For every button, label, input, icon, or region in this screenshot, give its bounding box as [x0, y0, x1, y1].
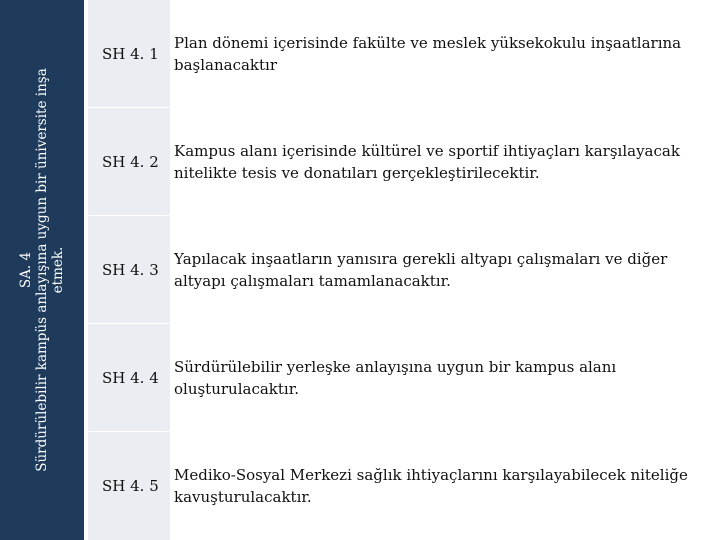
target-code: SH 4. 2: [102, 152, 159, 171]
target-description: Kampus alanı içerisinde kültürel ve sportif ihtiyaçları karşılayacak nitelikte tesis ve donatıları gerçekleştirilecektir.: [174, 141, 680, 182]
target-code: SH 4. 3: [102, 260, 159, 279]
target-description: Mediko-Sosyal Merkezi sağlık ihtiyaçlarını karşılayabilecek niteliğe kavuşturulacaktır.: [174, 466, 688, 506]
target-code: SH 4. 1: [102, 44, 159, 63]
target-code: SH 4. 4: [102, 368, 159, 387]
table-row: [88, 108, 720, 215]
target-description: Yapılacak inşaatların yanısıra gerekli altyapı çalışmaları ve diğer altyapı çalışmaları tamamlanacaktır.: [174, 249, 668, 290]
table-row: [88, 0, 720, 107]
goal-panel: [0, 0, 84, 540]
goal-code: SA. 4: [18, 251, 34, 289]
goal-heading: [18, 10, 66, 530]
goal-title-line2: etmek.: [50, 246, 66, 294]
target-description: Plan dönemi içerisinde fakülte ve meslek yüksekokulu inşaatlarına başlanacaktır: [174, 33, 682, 74]
target-code: SH 4. 5: [102, 477, 159, 495]
table-row: [88, 324, 720, 431]
table-row: [88, 216, 720, 323]
target-description: Sürdürülebilir yerleşke anlayışına uygun bir kampus alanı oluşturulacaktır.: [174, 357, 617, 398]
goal-title-line1: Sürdürülebilir kampüs anlayışına uygun bir üniversite inşa: [34, 68, 50, 472]
table-row: [88, 432, 720, 540]
